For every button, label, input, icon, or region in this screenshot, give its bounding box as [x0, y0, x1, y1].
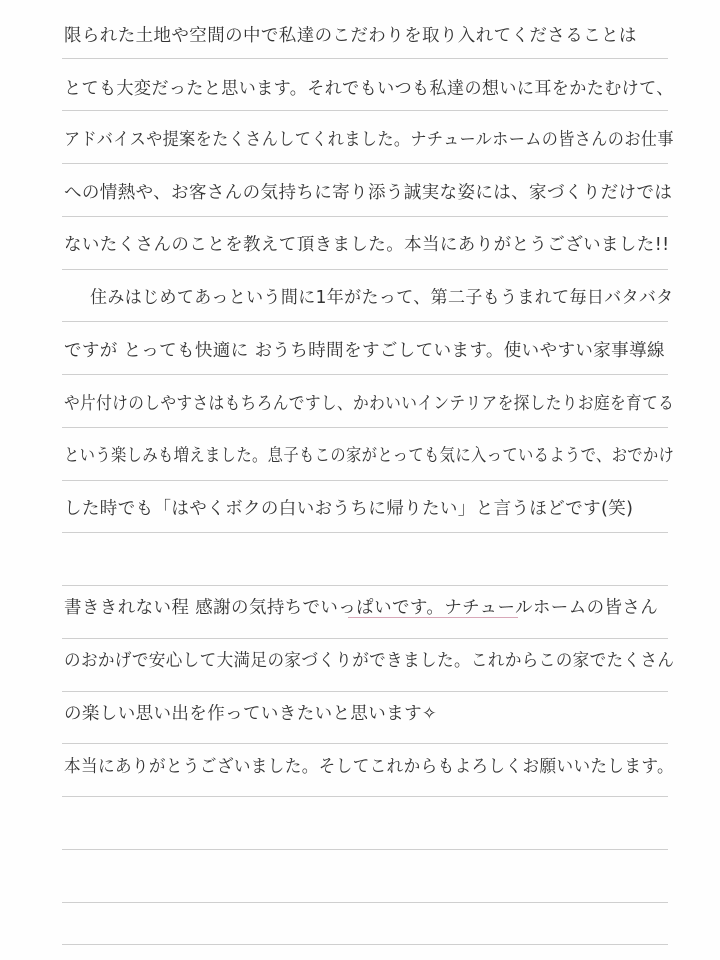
- ruled-line: [62, 944, 668, 945]
- letter-line-3: アドバイスや提案をたくさんしてくれました。ナチュールホームの皆さんのお仕事: [64, 130, 674, 150]
- ruled-line: [62, 427, 668, 428]
- ruled-line: [62, 585, 668, 586]
- letter-line-12: のおかげで安心して大満足の家づくりができました。これからこの家でたくさん: [64, 651, 675, 671]
- ruled-line: [62, 796, 668, 797]
- letter-line-6: 住みはじめてあっという間に1年がたって、第二子もうまれて毎日バタバタ: [90, 288, 674, 308]
- letter-line-1: 限られた土地や空間の中で私達のこだわりを取り入れてくださることは: [64, 26, 637, 46]
- ruled-line: [62, 110, 668, 111]
- letter-line-7: ですが とっても快適に おうち時間をすごしています。使いやすい家事導線: [64, 341, 665, 361]
- ruled-line: [62, 902, 668, 903]
- ruled-line: [62, 58, 668, 59]
- ruled-line: [62, 374, 668, 375]
- letter-line-11: 書ききれない程 感謝の気持ちでいっぱいです。ナチュールホームの皆さん: [64, 598, 659, 618]
- pink-underline: [348, 617, 518, 618]
- letter-line-4: への情熱や、お客さんの気持ちに寄り添う誠実な姿には、家づくりだけでは: [64, 183, 673, 203]
- ruled-line: [62, 532, 668, 533]
- letter-line-10: した時でも「はやくボクの白いおうちに帰りたい」と言うほどです(笑): [64, 499, 634, 519]
- letter-line-5: ないたくさんのことを教えて頂きました。本当にありがとうございました!!: [64, 235, 670, 255]
- ruled-line: [62, 691, 668, 692]
- ruled-line: [62, 216, 668, 217]
- ruled-line: [62, 480, 668, 481]
- letter-line-13: の楽しい思い出を作っていきたいと思います✧: [64, 704, 438, 724]
- ruled-line: [62, 743, 668, 744]
- ruled-line: [62, 269, 668, 270]
- letter-line-14: 本当にありがとうございました。そしてこれからもよろしくお願いいたします。: [64, 757, 675, 777]
- letter-line-8: や片付けのしやすさはもちろんですし、かわいいインテリアを探したりお庭を育てる: [64, 394, 675, 414]
- ruled-line: [62, 849, 668, 850]
- letter-line-2: とても大変だったと思います。それでもいつも私達の想いに耳をかたむけて、: [64, 79, 674, 99]
- ruled-line: [62, 638, 668, 639]
- ruled-line: [62, 321, 668, 322]
- letter-line-9: という楽しみも増えました。息子もこの家がとっても気に入っているようで、おでかけ: [64, 446, 675, 466]
- ruled-line: [62, 163, 668, 164]
